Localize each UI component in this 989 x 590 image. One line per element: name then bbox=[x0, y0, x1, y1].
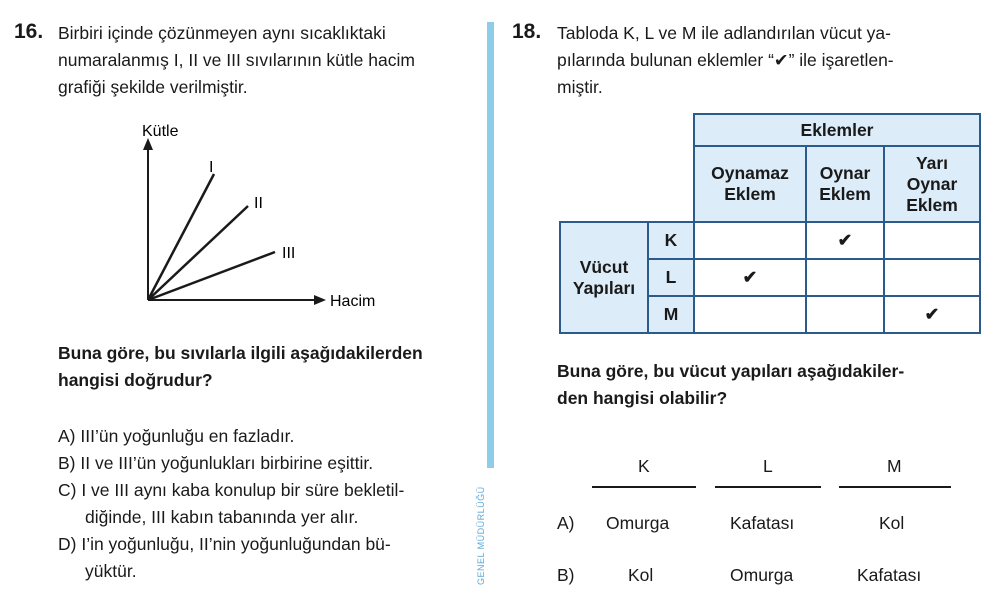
y-axis-label: Kütle bbox=[142, 123, 179, 140]
series-line-III bbox=[148, 252, 275, 300]
header-underline bbox=[592, 486, 696, 488]
table-cell bbox=[694, 222, 806, 259]
q16-option-c[interactable]: C) I ve III aynı kaba konulup bir süre bekletil- bbox=[58, 480, 405, 500]
answer-a-k: Omurga bbox=[606, 513, 670, 533]
q16-question bbox=[58, 340, 423, 394]
column-header bbox=[884, 146, 980, 222]
mass-volume-graph bbox=[120, 118, 390, 318]
q18-question bbox=[557, 358, 904, 412]
column-header-line: Oynar bbox=[906, 173, 958, 194]
q16-option-d[interactable]: D) I’in yoğunluğu, II’nin yoğunluğundan bü- bbox=[58, 534, 391, 554]
column-header-line: Eklem bbox=[724, 184, 776, 204]
header-underline bbox=[715, 486, 821, 488]
q18-question-line: den hangisi olabilir? bbox=[557, 388, 728, 408]
answer-b-k: Kol bbox=[628, 565, 654, 585]
table-cell bbox=[694, 296, 806, 333]
answer-b-letter[interactable]: B) bbox=[557, 565, 575, 585]
table-cell bbox=[884, 259, 980, 296]
q16-stem bbox=[58, 20, 415, 101]
table-empty-corner bbox=[560, 146, 694, 222]
series-label-I: I bbox=[209, 159, 214, 176]
column-divider bbox=[487, 22, 494, 468]
column-header-line: Eklem bbox=[819, 184, 871, 204]
q18-stem-line: miştir. bbox=[557, 77, 603, 97]
joints-table bbox=[559, 113, 981, 334]
row-label-k: K bbox=[648, 222, 694, 259]
q16-option-c-cont: diğinde, III kabın tabanında yer alır. bbox=[85, 507, 359, 527]
column-header-line: Oynamaz bbox=[711, 163, 789, 183]
answer-b-m: Kafatası bbox=[857, 565, 922, 585]
column-header bbox=[694, 146, 806, 222]
q16-number: 16. bbox=[14, 20, 44, 43]
answer-header-k: K bbox=[638, 456, 650, 476]
row-group-line: Yapıları bbox=[572, 277, 636, 298]
side-label: GENEL MÜDÜRLÜĞÜ bbox=[476, 486, 486, 585]
q16-option-b[interactable]: B) II ve III’ün yoğunlukları birbirine eşittir. bbox=[58, 453, 374, 473]
table-cell bbox=[806, 259, 884, 296]
column-header bbox=[806, 146, 884, 222]
q16-question-line: Buna göre, bu sıvılarla ilgili aşağıdakilerden bbox=[58, 343, 423, 363]
answer-a-l: Kafatası bbox=[730, 513, 795, 533]
q16-options bbox=[58, 423, 404, 585]
series-line-I bbox=[148, 174, 214, 300]
q18-question-line: Buna göre, bu vücut yapıları aşağıdakiler- bbox=[557, 361, 905, 381]
x-axis-arrow bbox=[314, 295, 326, 305]
series-label-III: III bbox=[282, 245, 296, 262]
q16-option-a[interactable]: A) III’ün yoğunluğu en fazladır. bbox=[58, 426, 295, 446]
series-line-II bbox=[148, 206, 248, 300]
column-header-line: Oynar bbox=[819, 163, 871, 183]
answer-header-l: L bbox=[763, 456, 773, 476]
x-axis-label: Hacim bbox=[330, 293, 376, 310]
q18-stem-line: Tabloda K, L ve M ile adlandırılan vücut ya- bbox=[557, 23, 891, 43]
q16-question-line: hangisi doğrudur? bbox=[58, 370, 213, 390]
q18-number: 18. bbox=[512, 20, 542, 43]
column-header-line: Eklem bbox=[906, 194, 958, 215]
table-cell bbox=[884, 222, 980, 259]
answer-a-letter[interactable]: A) bbox=[557, 513, 575, 533]
q18-stem bbox=[557, 20, 894, 101]
row-label-l: L bbox=[648, 259, 694, 296]
answer-header-m: M bbox=[887, 456, 902, 476]
answer-a-m: Kol bbox=[879, 513, 905, 533]
row-group-header bbox=[560, 222, 648, 333]
answer-b-l: Omurga bbox=[730, 565, 794, 585]
table-cell-check: ✔ bbox=[884, 296, 980, 333]
table-empty-corner bbox=[560, 114, 694, 146]
q16-stem-line: grafiği şekilde verilmiştir. bbox=[58, 77, 248, 97]
q16-option-d-cont: yüktür. bbox=[85, 561, 137, 581]
table-cell bbox=[806, 296, 884, 333]
row-label-m: M bbox=[648, 296, 694, 333]
table-cell-check: ✔ bbox=[806, 222, 884, 259]
table-cell-check: ✔ bbox=[694, 259, 806, 296]
q18-stem-line: pılarında bulunan eklemler “✔” ile işaretlen- bbox=[557, 50, 894, 70]
header-underline bbox=[839, 486, 951, 488]
column-header-line: Yarı bbox=[915, 152, 949, 173]
row-group-line: Vücut bbox=[579, 256, 629, 277]
q16-stem-line: Birbiri içinde çözünmeyen aynı sıcaklıktaki bbox=[58, 23, 386, 43]
q16-stem-line: numaralanmış I, II ve III sıvılarının kütle hacim bbox=[58, 50, 415, 70]
series-label-II: II bbox=[254, 195, 263, 212]
table-group-header: Eklemler bbox=[694, 114, 980, 146]
